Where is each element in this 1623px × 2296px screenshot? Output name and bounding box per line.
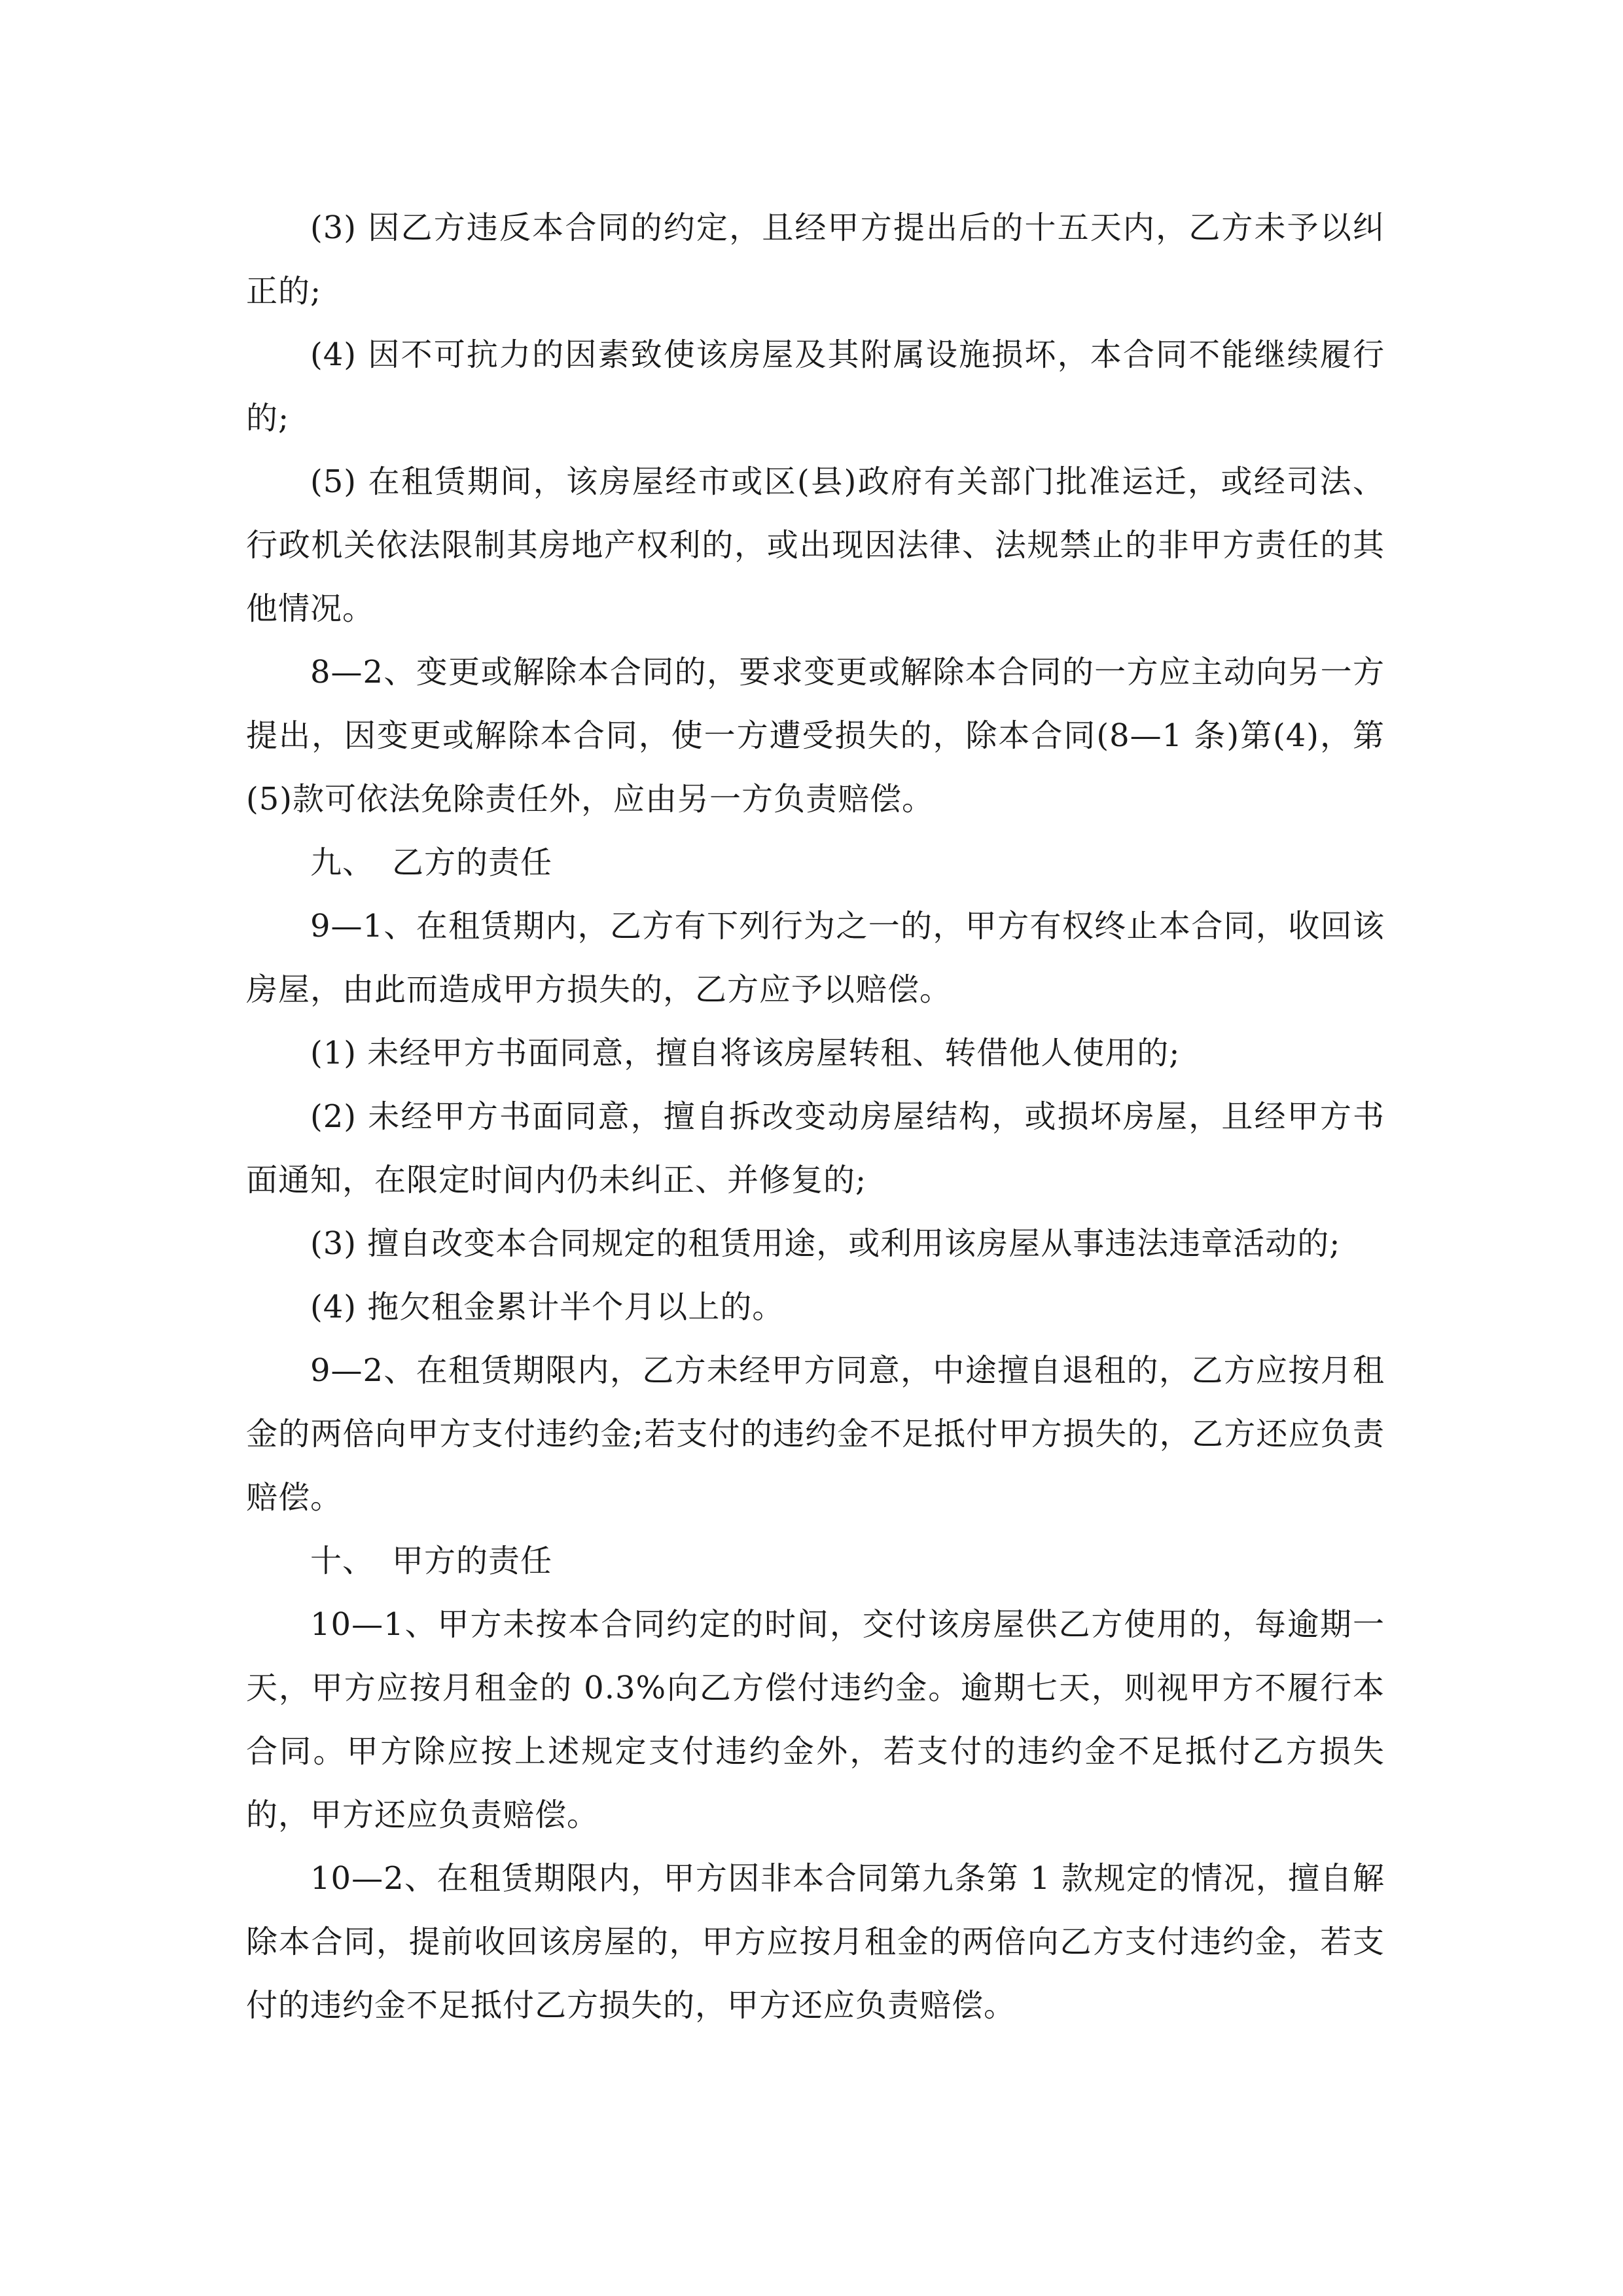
document-page bbox=[246, 196, 1385, 2037]
clause-8-1-item-5: (5) 在租赁期间，该房屋经市或区(县)政府有关部门批准运迁，或经司法、行政机关依法限制其房地产权利的，或出现因法律、法规禁止的非甲方责任的其他情况。 bbox=[246, 463, 1385, 627]
section-10-number: 十、 bbox=[310, 1543, 375, 1579]
clause-8-2: 8—2、变更或解除本合同的，要求变更或解除本合同的一方应主动向另一方提出，因变更或解除本合同，使一方遭受损失的，除本合同(8—1 条)第(4)，第(5)款可依法免除责任外，应由另一方负责赔偿。 bbox=[246, 654, 1385, 817]
clause-9-1-item-1: (1) 未经甲方书面同意，擅自将该房屋转租、转借他人使用的; bbox=[310, 1035, 1181, 1071]
section-9-title: 乙方的责任 bbox=[392, 844, 553, 881]
clause-9-1: 9—1、在租赁期内，乙方有下列行为之一的，甲方有权终止本合同，收回该房屋，由此而造成甲方损失的，乙方应予以赔偿。 bbox=[246, 908, 1385, 1008]
section-9-number: 九、 bbox=[310, 844, 375, 881]
clause-10-1: 10—1、甲方未按本合同约定的时间，交付该房屋供乙方使用的，每逾期一天，甲方应按月租金的 0.3%向乙方偿付违约金。逾期七天，则视甲方不履行本合同。甲方除应按上述规定支付违约金外，若支付的违约金不足抵付乙方损失的，甲方还应负责赔偿。 bbox=[246, 1606, 1385, 1833]
clause-9-1-item-4: (4) 拖欠租金累计半个月以上的。 bbox=[310, 1289, 785, 1325]
clause-8-1-item-4: (4) 因不可抗力的因素致使该房屋及其附属设施损坏，本合同不能继续履行的; bbox=[246, 336, 1385, 437]
clause-9-1-item-3: (3) 擅自改变本合同规定的租赁用途，或利用该房屋从事违法违章活动的; bbox=[310, 1225, 1341, 1262]
clause-9-2: 9—2、在租赁期限内，乙方未经甲方同意，中途擅自退租的，乙方应按月租金的两倍向甲方支付违约金;若支付的违约金不足抵付甲方损失的，乙方还应负责赔偿。 bbox=[246, 1352, 1385, 1516]
clause-9-1-item-2: (2) 未经甲方书面同意，擅自拆改变动房屋结构，或损坏房屋，且经甲方书面通知，在限定时间内仍未纠正、并修复的; bbox=[246, 1098, 1385, 1198]
section-9-heading bbox=[246, 831, 1385, 895]
section-10-title: 甲方的责任 bbox=[392, 1543, 553, 1579]
clause-10-2: 10—2、在租赁期限内，甲方因非本合同第九条第 1 款规定的情况，擅自解除本合同，提前收回该房屋的，甲方应按月租金的两倍向乙方支付违约金，若支付的违约金不足抵付乙方损失的，甲方还应负责赔偿。 bbox=[246, 1860, 1385, 2024]
section-10-heading bbox=[246, 1530, 1385, 1593]
clause-8-1-item-3: (3) 因乙方违反本合同的约定，且经甲方提出后的十五天内，乙方未予以纠正的; bbox=[246, 209, 1385, 310]
